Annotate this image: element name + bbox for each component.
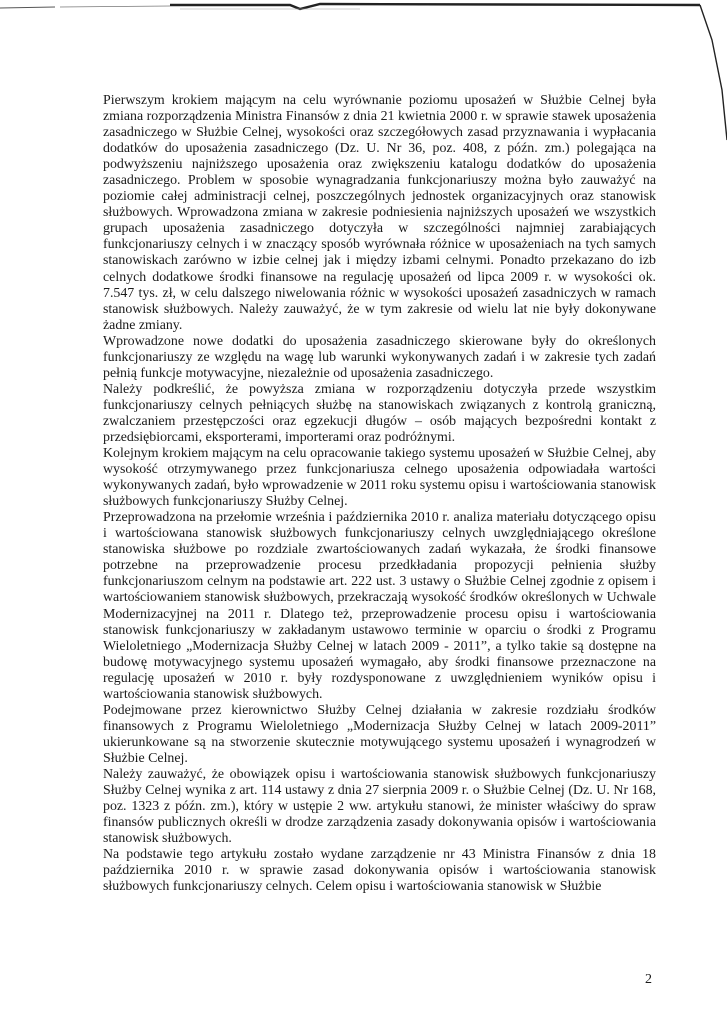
- paragraph-2: Wprowadzone nowe dodatki do uposażenia zasadniczego skierowane były do określonych funkcjonariuszy ze względu na wagę lub warunki wykonywanych zadań i w zakresie tych zadań pełnią funkcje motywacyjne, niezależnie od uposażenia zasadniczego.: [103, 333, 656, 381]
- paragraph-1: Pierwszym krokiem mającym na celu wyrównanie poziomu uposażeń w Służbie Celnej była zmiana rozporządzenia Ministra Finansów z dnia 21 kwietnia 2000 r. w sprawie stawek uposażenia zasadniczego w Służbie Celnej, wysokości oraz szczegółowych zasad przyznawania i wypłacania dodatków do uposażenia zasadniczego (Dz. U. Nr 36, poz. 408, z późn. zm.) polegająca na podwyższeniu najniższego uposażenia oraz zwiększeniu katalogu dodatków do uposażenia zasadniczego. Problem w sposobie wynagradzania funkcjonariuszy można było zauważyć na poziomie całej administracji celnej, poszczególnych jednostek organizacyjnych oraz stanowisk służbowych. Wprowadzona zmiana w zakresie podniesienia najniższych uposażeń we wszystkich grupach uposażenia zasadniczego dotyczyła w szczególności najmniej zarabiających funkcjonariuszy celnych i w znaczący sposób wyrównała różnice w uposażeniach na tych samych stanowiskach zarówno w izbie celnej jak i między izbami celnymi. Ponadto przekazano do izb celnych dodatkowe środki finansowe na regulację uposażeń od lipca 2009 r. w wysokości ok. 7.547 tys. zł, w celu dalszego niwelowania różnic w wysokości uposażeń zasadniczych w ramach stanowisk służbowych. Należy zauważyć, że w tym zakresie od wielu lat nie były dokonywane żadne zmiany.: [103, 93, 656, 333]
- paragraph-4: Kolejnym krokiem mającym na celu opracowanie takiego systemu uposażeń w Służbie Celnej, aby wysokość otrzymywanego przez funkcjonariusza celnego uposażenia odpowiadała wartości wykonywanych zadań, było wprowadzenie w 2011 roku systemu opisu i wartościowania stanowisk służbowych funkcjonariuszy Służby Celnej.: [103, 446, 656, 510]
- paragraph-5: Przeprowadzona na przełomie września i października 2010 r. analiza materiału dotyczącego opisu i wartościowana stanowisk służbowych funkcjonariuszy celnych uwzględniającego określone stanowiska służbowe po rozdziale zwartościowanych zadań wykazała, że środki finansowe potrzebne na przeprowadzenie procesu przedkładania propozycji pełnienia służby funkcjonariuszom celnym na podstawie art. 222 ust. 3 ustawy o Służbie Celnej zgodnie z opisem i wartościowaniem stanowisk służbowych, przekraczają wysokość środków określonych w Uchwale Modernizacyjnej na 2011 r. Dlatego też, przeprowadzenie procesu opisu i wartościowania stanowisk funkcjonariuszy w zakładanym ustawowo terminie w oparciu o środki z Programu Wieloletniego „Modernizacja Służby Celnej w latach 2009 - 2011”, a tylko takie są dostępne na budowę motywacyjnego systemu uposażeń wymagało, aby środki finansowe przeznaczone na regulację uposażeń w 2010 r. były rozdysponowane z uwzględnieniem wyników opisu i wartościowania stanowisk służbowych.: [103, 510, 656, 702]
- page-number: 2: [645, 972, 652, 987]
- paragraph-3: Należy podkreślić, że powyższa zmiana w rozporządzeniu dotyczyła przede wszystkim funkcjonariuszy celnych pełniących służbę na stanowiskach związanych z kontrolą graniczną, zwalczaniem przestępczości oraz egzekucji długów – osób mających bezpośredni kontakt z przedsiębiorcami, eksporterami, importerami oraz podróżnymi.: [103, 381, 656, 445]
- paragraph-7: Należy zauważyć, że obowiązek opisu i wartościowania stanowisk służbowych funkcjonariuszy Służby Celnej wynika z art. 114 ustawy z dnia 27 sierpnia 2009 r. o Służbie Celnej (Dz. U. Nr 168, poz. 1323 z późn. zm.), który w ustępie 2 ww. artykułu stanowi, że minister właściwy do spraw finansów publicznych określi w drodze zarządzenia zasady dokonywania opisów i wartościowania stanowisk służbowych.: [103, 766, 656, 847]
- paragraph-6: Podejmowane przez kierownictwo Służby Celnej działania w zakresie rozdziału środków finansowych z Programu Wieloletniego „Modernizacja Służby Celnej w latach 2009-2011” ukierunkowane są na stworzenie skutecznie motywującego systemu uposażeń i wynagrodzeń w Służbie Celnej.: [103, 702, 656, 766]
- paragraph-8: Na podstawie tego artykułu zostało wydane zarządzenie nr 43 Ministra Finansów z dnia 18 października 2010 r. w sprawie zasad dokonywania opisów i wartościowania stanowisk służbowych funkcjonariuszy celnych. Celem opisu i wartościowania stanowisk w Służbie: [103, 847, 656, 895]
- document-body: [103, 93, 656, 895]
